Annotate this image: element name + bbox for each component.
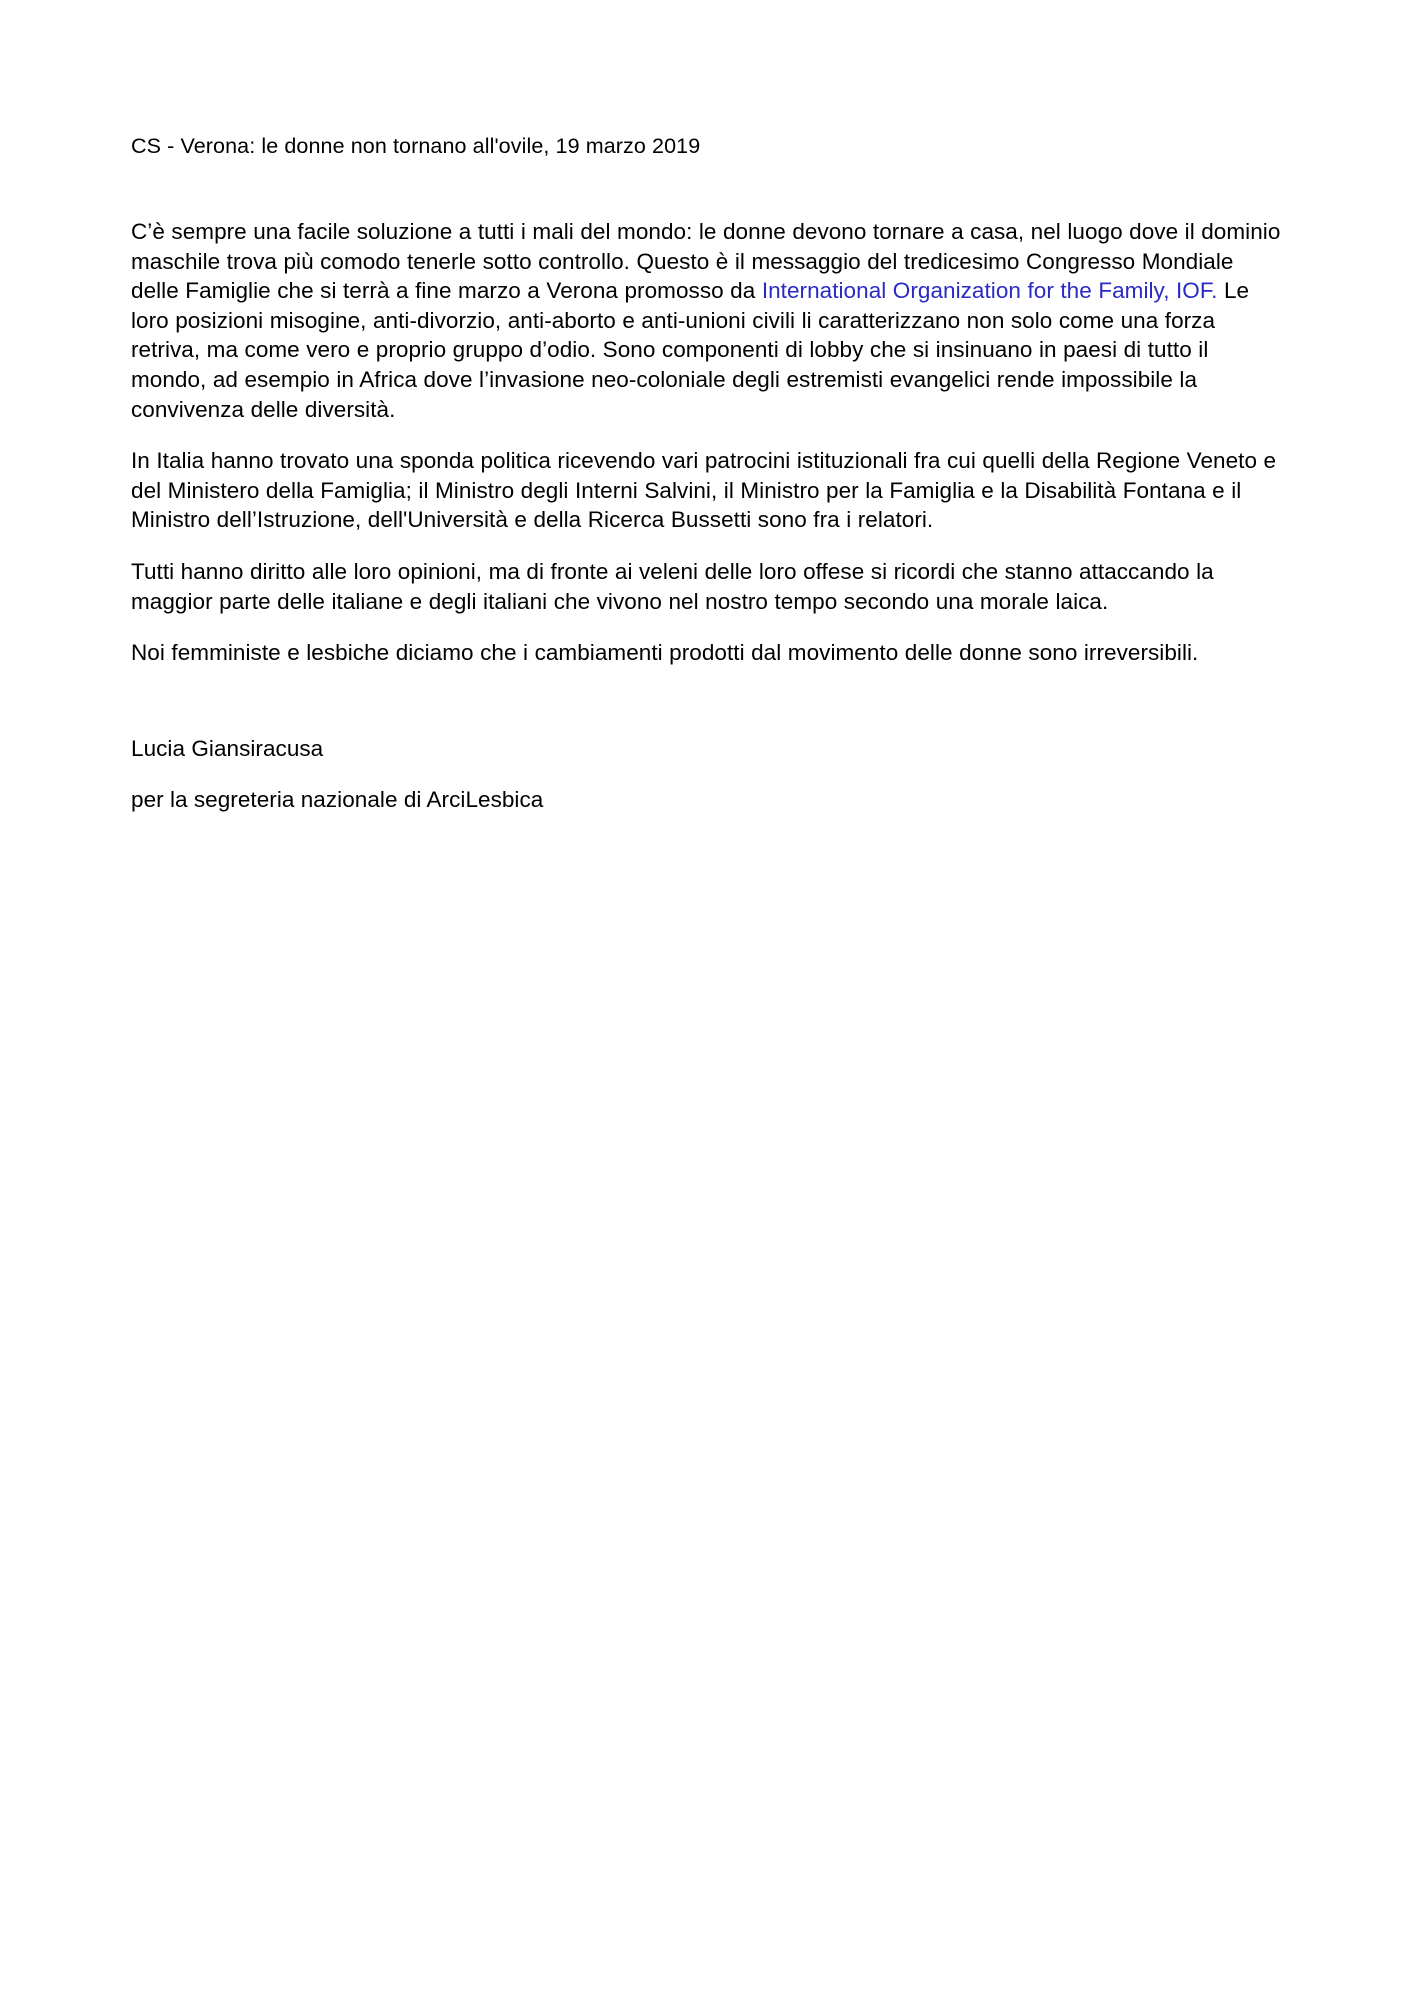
- paragraph-2: In Italia hanno trovato una sponda politica ricevendo vari patrocini istituzionali fra cui quelli della Regione Veneto e del Ministero della Famiglia; il Ministro degli Interni Salvini, il Ministro per la Famiglia e la Disabilità Fontana e il Ministro dell’Istruzione, dell'Università e della Ricerca Bussetti sono fra i relatori.: [131, 448, 1277, 533]
- paragraph-3: Tutti hanno diritto alle loro opinioni, ma di fronte ai veleni delle loro offese si ricordi che stanno attaccando la maggior parte delle italiane e degli italiani che vivono nel nostro tempo secondo una morale laica.: [131, 558, 1214, 614]
- paragraph-1: [131, 217, 1283, 424]
- paragraph-4: Noi femministe e lesbiche diciamo che i cambiamenti prodotti dal movimento delle donne sono irreversibili.: [131, 640, 1199, 666]
- title-spacer: [131, 161, 1283, 217]
- document-body: [131, 132, 1283, 815]
- paragraph-1-text-before-link: C’è sempre una facile soluzione a tutti i mali del mondo: le donne devono tornare a casa, nel luogo dove il dominio maschile trova più comodo tenerle sotto controllo. Questo è il messaggio del tredicesimo Congresso Mondiale delle Famiglie che si terrà a fine marzo a Verona promosso da: [131, 219, 1281, 304]
- signature-role: per la segreteria nazionale di ArciLesbica: [131, 787, 544, 813]
- iof-link[interactable]: International Organization for the Family, IOF.: [761, 278, 1218, 304]
- signature-block: [131, 734, 1283, 815]
- document-title: CS - Verona: le donne non tornano all'ovile, 19 marzo 2019: [131, 134, 701, 158]
- paragraph-1-text-after-link: Le loro posizioni misogine, anti-divorzio, anti-aborto e anti-unioni civili li caratterizzano non solo come una forza retriva, ma come vero e proprio gruppo d’odio. Sono componenti di lobby che si insinuano in paesi di tutto il mondo, ad esempio in Africa dove l’invasione neo-coloniale degli estremisti evangelici rende impossibile la convivenza delle diversità.: [131, 278, 1250, 422]
- signature-name: Lucia Giansiracusa: [131, 735, 324, 761]
